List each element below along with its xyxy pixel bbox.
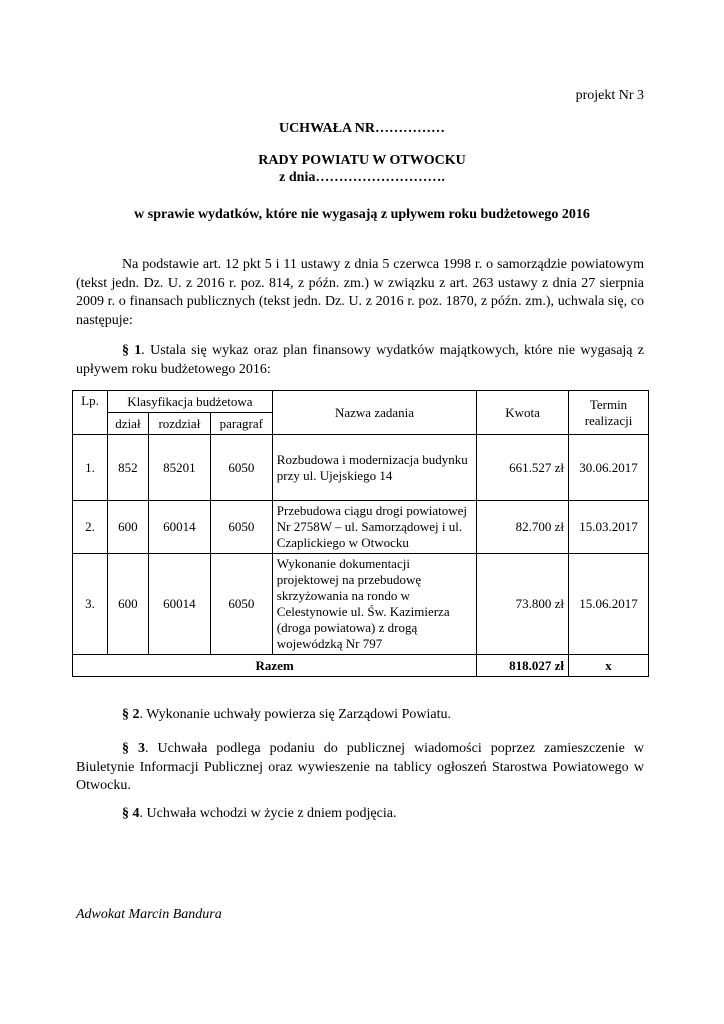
row-task-name: Wykonanie dokumentacji projektowej na przebudowę skrzyżowania na rondo w Celestynowie ul. Św. Kazimierza (droga powiatowa) z drogą wojewódzką Nr 797 bbox=[272, 554, 476, 655]
table-row bbox=[73, 435, 649, 501]
row-paragraf: 6050 bbox=[210, 501, 272, 554]
row-rozdzial: 60014 bbox=[148, 501, 210, 554]
row-paragraf: 6050 bbox=[210, 435, 272, 501]
row-lp: 2. bbox=[73, 501, 108, 554]
council-name: RADY POWIATU W OTWOCKU bbox=[258, 153, 466, 168]
table-row bbox=[73, 501, 649, 554]
paragraph-4-text: . Uchwała wchodzi w życie z dniem podjęcia. bbox=[139, 806, 397, 821]
total-amount: 818.027 zł bbox=[477, 655, 569, 677]
paragraph-1-text: . Ustala się wykaz oraz plan finansowy wydatków majątkowych, które nie wygasają z upływem roku budżetowego 2016: bbox=[76, 343, 645, 377]
legal-basis-paragraph: Na podstawie art. 12 pkt 5 i 11 ustawy z dnia 5 czerwca 1998 r. o samorządzie powiatowym (tekst jedn. Dz. U. z 2016 r. poz. 814, z późn. zm.) w związku z art. 263 ustawy z dnia 27 sierpnia 2009 r. o finansach publicznych (tekst jedn. Dz. U. z 2016 r. poz. 1870, z późn. zm.), uchwala się, co następuje: bbox=[76, 257, 644, 328]
total-label: Razem bbox=[73, 655, 477, 677]
paragraph-3-text: . Uchwała podlega podaniu do publicznej wiadomości poprzez zamieszczenie w Biuletynie Informacji Publicznej oraz wywieszenie na tablicy ogłoszeń Starostwa Powiatowego w Otwocku. bbox=[76, 741, 644, 793]
paragraph-1-label: § 1 bbox=[122, 343, 142, 358]
header-budget-classification: Klasyfikacja budżetowa bbox=[107, 391, 272, 413]
row-rozdzial: 60014 bbox=[148, 554, 210, 655]
row-deadline: 15.06.2017 bbox=[569, 554, 649, 655]
resolution-title: UCHWAŁA NR…………… bbox=[278, 121, 446, 136]
row-lp: 1. bbox=[73, 435, 108, 501]
row-rozdzial: 85201 bbox=[148, 435, 210, 501]
row-lp: 3. bbox=[73, 554, 108, 655]
row-amount: 82.700 zł bbox=[477, 501, 569, 554]
resolution-date: z dnia………………………. bbox=[279, 170, 445, 185]
row-deadline: 30.06.2017 bbox=[569, 435, 649, 501]
header-dzial: dział bbox=[107, 413, 148, 435]
project-number: projekt Nr 3 bbox=[575, 88, 644, 103]
paragraph-2-label: § 2 bbox=[122, 707, 140, 722]
paragraph-4 bbox=[76, 805, 644, 824]
paragraph-1 bbox=[76, 342, 644, 379]
row-deadline: 15.03.2017 bbox=[569, 501, 649, 554]
row-dzial: 600 bbox=[107, 501, 148, 554]
row-dzial: 852 bbox=[107, 435, 148, 501]
signature: Adwokat Marcin Bandura bbox=[76, 907, 222, 922]
paragraph-4-label: § 4 bbox=[122, 806, 140, 821]
total-deadline: x bbox=[569, 655, 649, 677]
row-task-name: Rozbudowa i modernizacja budynku przy ul. Ujejskiego 14 bbox=[272, 435, 476, 501]
paragraph-2-text: . Wykonanie uchwały powierza się Zarządowi Powiatu. bbox=[139, 707, 451, 722]
header-lp: Lp. bbox=[73, 391, 108, 435]
header-rozdzial: rozdział bbox=[148, 413, 210, 435]
table-row bbox=[73, 554, 649, 655]
paragraph-2 bbox=[76, 706, 644, 725]
row-dzial: 600 bbox=[107, 554, 148, 655]
total-row bbox=[73, 655, 649, 677]
budget-table bbox=[72, 390, 649, 677]
row-task-name: Przebudowa ciągu drogi powiatowej Nr 2758W – ul. Samorządowej i ul. Czaplickiego w Otwocku bbox=[272, 501, 476, 554]
paragraph-3-label: § 3 bbox=[122, 741, 146, 756]
header-deadline: Termin realizacji bbox=[569, 391, 649, 435]
resolution-subject: w sprawie wydatków, które nie wygasają z upływem roku budżetowego 2016 bbox=[134, 207, 590, 222]
header-amount: Kwota bbox=[477, 391, 569, 435]
header-task-name: Nazwa zadania bbox=[272, 391, 476, 435]
paragraph-3 bbox=[76, 740, 644, 796]
row-paragraf: 6050 bbox=[210, 554, 272, 655]
row-amount: 661.527 zł bbox=[477, 435, 569, 501]
row-amount: 73.800 zł bbox=[477, 554, 569, 655]
header-paragraf: paragraf bbox=[210, 413, 272, 435]
